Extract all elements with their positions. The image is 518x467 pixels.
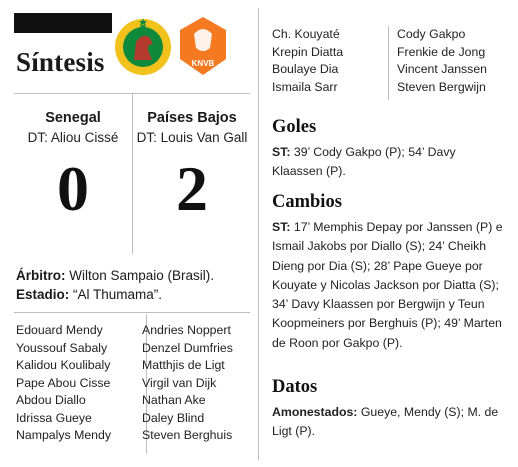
team-name: Países Bajos xyxy=(147,110,237,126)
divider xyxy=(14,312,250,313)
player-item: Pape Abou Cisse xyxy=(16,375,111,390)
player-item: Matthjis de Ligt xyxy=(142,358,225,372)
divider xyxy=(388,26,389,100)
player-item: Andries Noppert xyxy=(142,323,231,337)
player-item: Ismaila Sarr xyxy=(272,79,338,94)
player-item: Krepin Diatta xyxy=(272,44,344,59)
goals-label: ST: xyxy=(272,145,291,159)
player-item: Ch. Kouyaté xyxy=(272,27,340,41)
lineup-netherlands-cont xyxy=(397,26,509,96)
player-item: Nampalys Mendy xyxy=(16,428,111,442)
changes-text xyxy=(272,218,508,353)
crest-lettering: KNVB xyxy=(191,59,215,68)
goals-value: 39’ Cody Gakpo (P); 54’ Davy Klaassen (P). xyxy=(272,145,456,179)
senegal-crest-icon xyxy=(114,14,172,78)
player-item: Youssouf Sabaly xyxy=(16,340,108,355)
changes-label: ST: xyxy=(272,220,291,234)
player-item: Boulaye Dia xyxy=(272,62,339,76)
player-item: Daley Blind xyxy=(142,410,205,425)
changes-value: 17’ Memphis Depay por Janssen (P) e Ismail Jakobs por Diallo (S); 24’ Cheikh Dieng por Dia (S); 28’ Pape Gueye por Kouyate y Nicolas Jackson por Diatta (S); 34’ Davy Klaassen por Bergwijn y Teun Koopmeiners por Berghuis (P); 49’ Marten de Roon por Gakpo (P). xyxy=(272,220,503,350)
team-score: 2 xyxy=(176,153,208,224)
player-item: Frenkie de Jong xyxy=(397,44,486,59)
stadium-label: Estadio: xyxy=(16,287,70,302)
team-score: 0 xyxy=(57,153,89,224)
player-item: Cody Gakpo xyxy=(397,27,466,41)
player-item: Edouard Mendy xyxy=(16,323,103,337)
goals-heading: Goles xyxy=(272,117,317,137)
player-item: Kalidou Koulibaly xyxy=(16,358,111,372)
stadium-line xyxy=(16,285,252,304)
bookings-label: Amonestados: xyxy=(272,405,358,419)
stadium-value: “Al Thumama”. xyxy=(73,287,163,302)
referee-line xyxy=(16,266,252,285)
referee-value: Wilton Sampaio (Brasil). xyxy=(69,268,215,283)
player-item: Idrissa Gueye xyxy=(16,410,92,425)
data-heading: Datos xyxy=(272,377,318,397)
match-summary-right xyxy=(271,0,509,467)
team-netherlands xyxy=(133,108,251,224)
lineup-netherlands xyxy=(142,322,252,445)
player-item: Steven Bergwijn xyxy=(397,79,486,94)
section-tag-bar xyxy=(14,13,112,33)
player-item: Denzel Dumfries xyxy=(142,340,233,355)
player-item: Steven Berghuis xyxy=(142,428,233,442)
netherlands-crest-icon xyxy=(174,14,232,78)
page-title: Síntesis xyxy=(16,47,105,77)
bookings-value: Gueye, Mendy (S); M. de Ligt (P). xyxy=(272,405,499,439)
column-divider xyxy=(258,8,259,460)
player-item: Vincent Janssen xyxy=(397,62,488,76)
goals-text xyxy=(272,143,508,182)
player-item: Virgil van Dijk xyxy=(142,375,217,390)
match-summary-left xyxy=(14,0,250,467)
player-item: Nathan Ake xyxy=(142,393,206,407)
lineup-senegal-cont xyxy=(272,26,384,96)
match-officials xyxy=(16,266,252,304)
player-item: Abdou Diallo xyxy=(16,393,86,407)
lineup-senegal xyxy=(16,322,142,445)
referee-label: Árbitro: xyxy=(16,268,66,283)
team-senegal xyxy=(14,108,132,224)
team-coach: DT: Louis Van Gall xyxy=(136,130,248,145)
data-text xyxy=(272,403,508,442)
team-name: Senegal xyxy=(45,110,101,126)
team-coach: DT: Aliou Cissé xyxy=(27,130,119,145)
changes-heading: Cambios xyxy=(272,192,342,212)
